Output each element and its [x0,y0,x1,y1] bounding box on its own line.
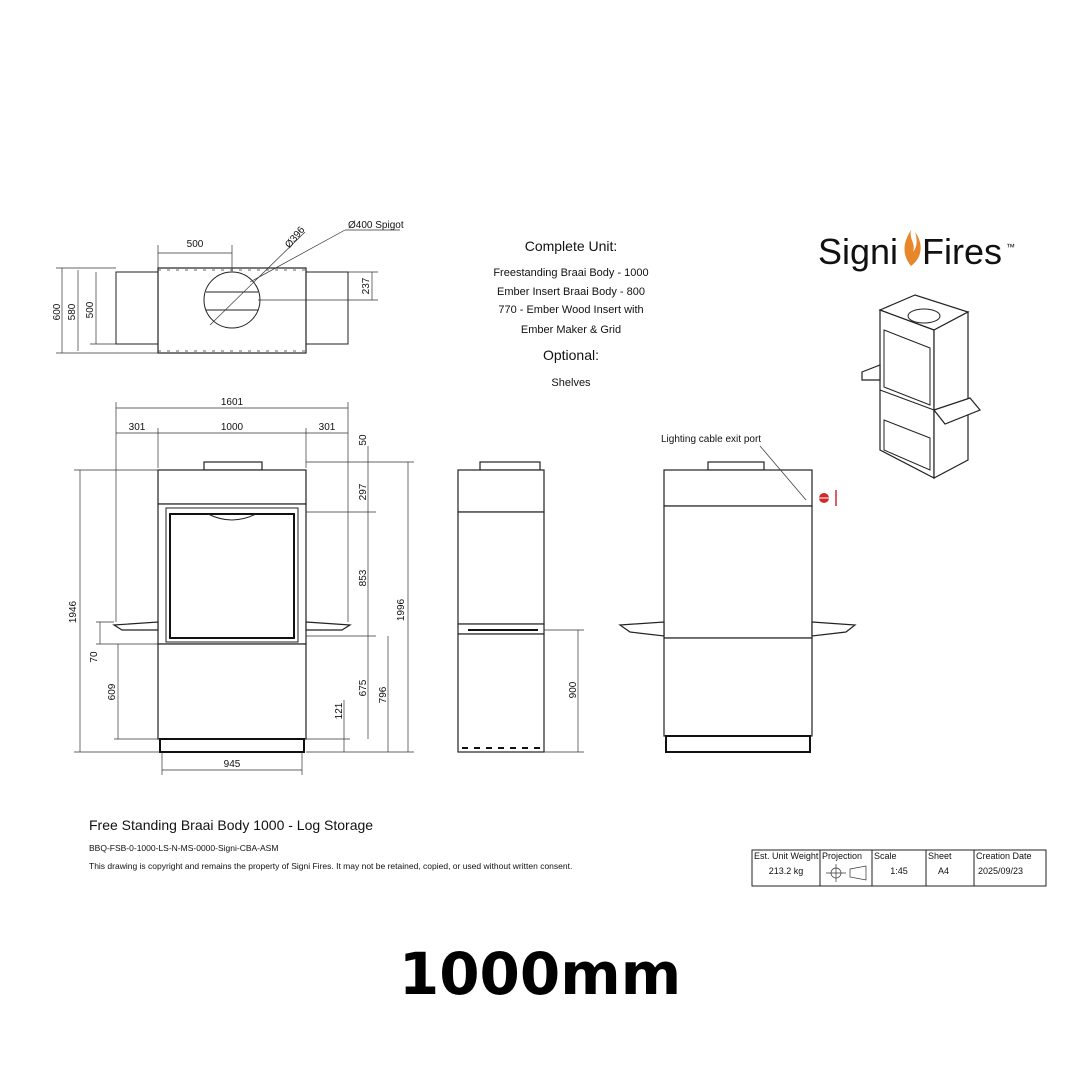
projection-marker-icon [817,490,836,506]
dim-1000: 1000 [220,422,244,433]
dim-121: 121 [334,702,345,720]
dim-945: 945 [223,759,241,770]
value-date: 2025/09/23 [978,866,1024,876]
optional-item-1: Shelves [551,377,591,389]
complete-item-3: 770 - Ember Wood Insert with [498,304,644,316]
dim-237: 237 [361,277,372,295]
logo-text-signi: Signi [818,231,899,272]
notes-block [493,238,648,389]
logo-text-fires: Fires [922,231,1002,272]
dim-50: 50 [358,434,369,446]
top-view [52,220,404,353]
complete-unit-heading: Complete Unit: [524,238,618,254]
header-projection: Projection [822,851,863,861]
copyright-notice: This drawing is copyright and remains the property of Signi Fires. It may not be retained, copied, or used without written consent. [89,861,573,871]
dim-500-side: 500 [85,301,96,319]
header-scale: Scale [874,851,897,861]
dim-301-left: 301 [128,422,146,433]
dim-600: 600 [52,303,63,321]
signi-fires-logo [818,230,1015,272]
optional-heading: Optional: [542,347,600,363]
title-block-table [752,850,1046,886]
isometric-view [862,295,980,478]
inner-dia-callout: Ø396 [283,224,308,251]
complete-item-4: Ember Maker & Grid [520,324,622,336]
value-scale: 1:45 [890,866,908,876]
complete-item-1: Freestanding Braai Body - 1000 [493,267,649,279]
dim-1601: 1601 [220,397,244,408]
dim-1996: 1996 [396,598,407,622]
header-date: Creation Date [976,851,1032,861]
part-number: BBQ-FSB-0-1000-LS-N-MS-0000-Signi-CBA-ASM [89,843,279,853]
size-label: 1000mm [398,940,682,1008]
dim-900: 900 [568,681,579,699]
dim-500-top: 500 [186,239,204,250]
spigot-callout: Ø400 Spigot [348,220,404,231]
dim-301-right: 301 [318,422,336,433]
complete-item-2: Ember Insert Braai Body - 800 [497,286,645,298]
dim-580: 580 [67,303,78,321]
lighting-port-callout: Lighting cable exit port [661,434,762,445]
dim-853: 853 [358,569,369,587]
header-weight: Est. Unit Weight [754,851,819,861]
value-sheet: A4 [938,866,950,876]
dim-796: 796 [378,686,389,704]
flame-icon [904,230,920,266]
dim-297: 297 [358,483,369,501]
logo-tm: ™ [1006,242,1015,252]
rear-view [620,434,855,752]
front-view [68,397,414,775]
dim-609: 609 [107,683,118,701]
header-sheet: Sheet [928,851,952,861]
dim-70: 70 [89,651,100,663]
dim-1946: 1946 [68,600,79,624]
value-weight: 213.2 kg [768,866,804,876]
drawing-title: Free Standing Braai Body 1000 - Log Storage [89,817,374,833]
title-area [89,817,572,871]
third-angle-projection-icon [826,864,866,882]
side-view [458,462,584,752]
dim-675: 675 [358,679,369,697]
